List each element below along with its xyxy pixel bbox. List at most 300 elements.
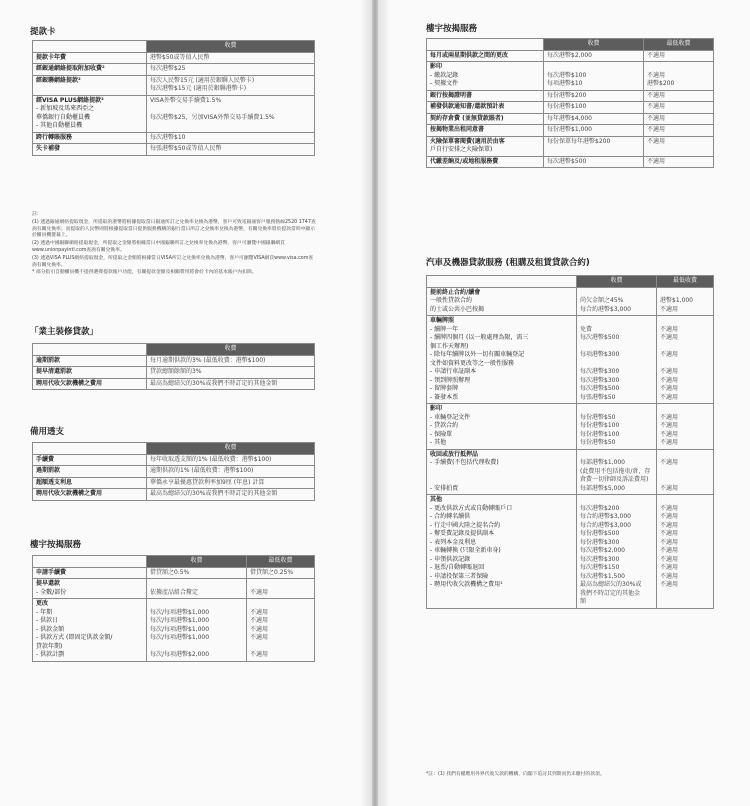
row-min-fee-line: 港幣$1,000 — [660, 297, 693, 304]
row-label-line: 超額透支利息 — [36, 478, 73, 486]
row-label-line: 過期罰款 — [36, 467, 61, 474]
row-fee-line — [580, 343, 653, 352]
table-row — [427, 287, 714, 316]
auto-fees-table — [426, 275, 714, 609]
note-paragraph: 註： — [32, 212, 42, 217]
row-min-fee-line — [250, 580, 311, 589]
row-min-fee-line: 不適用 — [660, 305, 679, 313]
fee-header: 收費 — [544, 39, 644, 51]
row-fee-line: 每次港幣$500 — [547, 157, 587, 165]
row-fee — [544, 113, 644, 125]
row-label-line: 華僑銀行自動櫃員機 — [36, 113, 91, 121]
mortgage-section-title-left: 樓宇按揭服務 — [30, 540, 82, 550]
row-label — [33, 52, 147, 64]
row-label-line: 戶自行安排之火險保單) — [430, 146, 493, 153]
fee-header: 收費 — [577, 276, 657, 288]
row-fee-line: 每次港幣$25，另加VISA外幣交易手續費1.5% — [150, 113, 275, 121]
row-label-line: 提前終止合約/續會 — [430, 288, 481, 296]
row-fee — [147, 579, 247, 599]
table-row — [33, 567, 315, 579]
row-fee — [147, 378, 315, 390]
row-fee-line: 依據產品組合釐定 — [150, 588, 199, 596]
row-min-fee-line: 不適用 — [660, 513, 679, 520]
row-label-line: - 合約轉名續供 — [430, 513, 471, 520]
row-fee-line: 每次港幣$15元 (適用於銀聯港幣卡) — [150, 85, 247, 92]
auto-section-title: 汽車及機器貸款服務 (租購及租賃貸款合約) — [426, 258, 590, 268]
renovation-fees-rows — [33, 355, 315, 390]
row-min-fee-line: 不適用 — [647, 126, 666, 133]
row-label — [427, 90, 544, 102]
row-label-line: 更改 — [36, 600, 49, 607]
fee-notes — [32, 212, 317, 278]
fee-header: 收費 — [147, 556, 247, 568]
row-min-fee — [644, 102, 714, 114]
table-row — [33, 367, 315, 379]
row-label-line: - 供款日 — [36, 617, 59, 624]
row-label-line: - 繳款記錄 — [430, 71, 459, 79]
mortgage-fees-rows-right — [427, 50, 714, 168]
row-label-line: 個工作天辦理) — [430, 342, 469, 350]
row-fee — [147, 75, 315, 95]
row-min-fee-line: 不適用 — [660, 572, 679, 580]
row-label-line: - 申領供款記錄 — [430, 555, 471, 563]
row-label-line: - 貸款合約 — [430, 422, 459, 429]
table-row — [427, 125, 714, 137]
table-row — [33, 95, 315, 132]
overdraft-fees-table — [32, 442, 315, 501]
table-row — [427, 495, 714, 609]
card-section-title: 提款卡 — [30, 27, 56, 37]
row-min-fee — [657, 287, 714, 316]
row-fee-line: 逾期供款的1% (最低收費：港幣$100) — [150, 467, 254, 474]
row-fee-line: 每張港幣$50或等值人民幣 — [150, 145, 222, 152]
row-fee — [544, 62, 644, 91]
row-min-fee-line — [660, 496, 710, 505]
row-fee — [544, 156, 644, 168]
row-min-fee-line — [660, 343, 710, 352]
row-fee-line: 每次港幣$10 — [150, 133, 186, 141]
row-label-line: 失卡補發 — [36, 145, 61, 152]
row-label-line: 貸款年期) — [36, 642, 63, 650]
row-min-fee-line: 不適用 — [250, 617, 269, 624]
row-fee-line: 每次/每項港幣$1,000 — [150, 617, 210, 624]
row-min-fee — [247, 599, 315, 662]
row-min-fee-line: 不適用 — [660, 334, 679, 341]
renovation-fees-table — [32, 343, 315, 390]
row-fee-line: 華僑永亨最優惠貸款利率加9厘 (年息) 計算 — [150, 478, 265, 486]
row-fee-line: 每月逾期供款的3% (最低收費：港幣$100) — [150, 356, 266, 364]
row-min-fee — [644, 90, 714, 102]
row-fee — [147, 367, 315, 379]
row-fee-line: 每合約港幣$3,000 — [580, 305, 631, 313]
row-label — [33, 144, 147, 156]
row-fee — [544, 136, 644, 156]
row-min-fee-line: 不適用 — [660, 504, 679, 512]
row-fee-line — [150, 600, 243, 609]
row-label — [33, 567, 147, 579]
row-fee-line: VISA外幣交易手續費1.5% — [150, 96, 222, 104]
row-label — [427, 113, 544, 125]
row-label-line: - 續牌四個月 (以一般處理為限，需三 — [430, 334, 529, 341]
row-min-fee-line: 不適用 — [660, 547, 679, 554]
row-fee-line: 尚欠金額之45% — [580, 297, 624, 304]
row-min-fee-line: 不適用 — [660, 564, 679, 571]
row-label-line: - 申請行車証副本 — [430, 368, 477, 375]
row-fee-line: 每次港幣$200 — [580, 504, 620, 512]
row-label-line: - 更改供款方式或自動轉賬戶口 — [430, 504, 513, 512]
row-label-line: - 供款金額 — [36, 625, 65, 633]
row-fee — [147, 355, 315, 367]
row-label-line: 代繳差餉及/或地租服務費 — [430, 157, 499, 165]
row-label-line: 每月或兩星期供款之間的更改 — [430, 51, 509, 59]
row-min-fee — [644, 156, 714, 168]
row-fee — [147, 489, 315, 501]
row-label — [33, 64, 147, 76]
row-min-fee-line: 不適用 — [647, 114, 666, 122]
row-fee-line: 每次港幣$300 — [580, 555, 620, 563]
row-label-line: 一般性貸款合約 — [430, 297, 473, 304]
row-fee-line: 每部港幣$1,000 — [580, 459, 625, 466]
row-fee — [147, 599, 247, 662]
min-fee-header: 最低收費 — [247, 556, 315, 568]
row-fee-line: 每項港幣$300 — [580, 351, 620, 358]
row-fee — [147, 567, 247, 579]
row-label — [427, 449, 577, 495]
row-min-fee-line: 不適用 — [660, 368, 679, 375]
row-label-line: - 供款方式 (即固定供款金額/ — [36, 634, 113, 641]
row-label-line: - 退票/自動轉賬退回 — [430, 564, 485, 571]
row-fee-line: 每份港幣$100 — [547, 103, 587, 110]
row-min-fee-line: 不適用 — [660, 484, 679, 492]
row-min-fee-line: 不適用 — [250, 588, 269, 596]
row-fee-line: 每次港幣$300 — [580, 368, 620, 375]
row-min-fee — [247, 579, 315, 599]
blank-header — [427, 39, 544, 51]
row-fee-line: 借貸額之0.5% — [150, 568, 190, 576]
row-fee-line: 每次/每項港幣$2,000 — [150, 651, 210, 658]
row-min-fee-line: 不適用 — [660, 413, 679, 421]
row-fee — [147, 477, 315, 489]
min-fee-header: 最低收費 — [657, 276, 714, 288]
row-fee-line: 每次人民幣15元 (適用於銀聯人民幣卡) — [150, 76, 255, 84]
row-fee — [147, 466, 315, 478]
row-label — [427, 125, 544, 137]
row-fee-line: 每部港幣$5,000 — [580, 484, 625, 492]
row-fee — [577, 287, 657, 316]
row-label — [33, 367, 147, 379]
row-min-fee-line: 不適用 — [647, 51, 666, 59]
row-min-fee-line: 不適用 — [660, 325, 679, 333]
table-row — [427, 50, 714, 62]
row-label-line: - 除每年續牌以外一切有關車輛登記 — [430, 351, 525, 358]
row-fee-line: 每次港幣$1,500 — [580, 572, 625, 580]
row-label — [33, 454, 147, 466]
row-label — [427, 495, 577, 609]
row-min-fee-line: 不適用 — [647, 137, 666, 145]
fee-header: 收費 — [147, 41, 315, 53]
row-min-fee — [644, 62, 714, 91]
row-label-line: 逾期罰款 — [36, 356, 61, 364]
mortgage-fees-table-left — [32, 555, 315, 662]
row-label-line: - 新加坡及馬來西亞之 — [36, 105, 95, 112]
row-min-fee-line: 不適用 — [250, 651, 269, 658]
row-min-fee-line: 不適用 — [660, 581, 679, 588]
row-fee-line — [150, 643, 243, 652]
row-label-line: 契約存倉費 (並無貸款賬者) — [430, 114, 504, 122]
row-label-line: 手續費 — [36, 455, 55, 463]
row-fee-line — [580, 405, 653, 414]
row-min-fee-line: 不適用 — [660, 538, 679, 546]
row-label-line: - 年期 — [36, 608, 53, 616]
row-fee-line: 每次港幣$25 — [150, 65, 186, 72]
row-label-line: 文件如資料更改等之一般性服務 — [430, 359, 515, 367]
row-min-fee-line: 不適用 — [250, 634, 269, 641]
row-label-line: - 行走中國大陸之提名合約 — [430, 521, 501, 529]
blank-header — [33, 344, 147, 356]
mortgage-fees-table-right — [426, 38, 714, 168]
table-row — [427, 156, 714, 168]
row-fee-line: 每項港幣$10 — [547, 80, 583, 87]
row-fee-line: 每份港幣$200 — [547, 91, 587, 99]
table-row — [33, 477, 315, 489]
row-min-fee — [657, 495, 714, 609]
row-fee-line: 每份港幣$500 — [580, 530, 620, 537]
row-label — [427, 62, 544, 91]
table-row — [427, 113, 714, 125]
row-fee — [544, 90, 644, 102]
row-fee-line: 最高為總結欠的30%或我們不時訂定的其他金額 — [150, 379, 278, 387]
row-fee-line — [547, 63, 640, 72]
row-fee — [147, 95, 315, 132]
row-min-fee-line: 不適用 — [647, 103, 666, 110]
row-fee-line: 港幣$50或等值人民幣 — [150, 53, 210, 61]
left-page — [0, 0, 372, 806]
row-label-line: - 續牌一年 — [430, 325, 459, 333]
row-label-line: - 供款計劃 — [36, 651, 65, 658]
row-fee-line: 每張港幣$50 — [580, 393, 616, 401]
table-row — [33, 64, 315, 76]
row-fee-line: 每次港幣$2,000 — [580, 547, 625, 554]
row-label-line: 影印 — [430, 405, 443, 412]
row-label — [427, 287, 577, 316]
row-label-line: 經銀聯網絡提款² — [36, 76, 81, 84]
mortgage-section-title-right: 樓宇按揭服務 — [426, 24, 478, 34]
row-fee-line: 每年港幣$4,000 — [547, 114, 592, 122]
row-label-line: 跨行轉賬服務 — [36, 133, 73, 141]
table-row — [33, 579, 315, 599]
row-label-line: 按揭物業出租同意書 — [430, 126, 485, 133]
row-min-fee-line — [660, 476, 710, 485]
row-label — [427, 136, 544, 156]
note-paragraph: (2) 透過中國銀聯網絡提取現金，所提取之金額將根據當日中國銀聯所訂之兌換率兌換為港幣，客戶可瀏覽中國銀聯網頁www.unionpayintl.com查詢有關兌換率。 — [32, 241, 285, 253]
card-fees-rows — [33, 52, 315, 155]
row-min-fee — [657, 449, 714, 495]
row-label-line: - 車輛轉換 (只限全新車身) — [430, 547, 501, 554]
row-min-fee — [644, 136, 714, 156]
row-label-line: - 表列本金及利息 — [430, 538, 477, 546]
row-min-fee-line: 借貸額之0.25% — [250, 568, 294, 576]
row-label-line: - 安排拍賣 — [430, 484, 459, 492]
row-min-fee-line: 不適用 — [660, 393, 679, 401]
table-row — [33, 378, 315, 390]
row-label — [427, 316, 577, 404]
table-row — [33, 75, 315, 95]
row-label-line: - 領到牌照辦理 — [430, 376, 471, 384]
row-min-fee-line: 不適用 — [660, 459, 679, 466]
row-label-line: 車輛牌照 — [430, 317, 455, 324]
row-min-fee — [247, 567, 315, 579]
row-min-fee-line — [660, 317, 710, 326]
row-min-fee-line: 不適用 — [660, 439, 679, 446]
row-fee-line: 每次港幣$500 — [580, 385, 620, 392]
row-label-line: 提早清還罰款 — [36, 368, 73, 375]
row-min-fee — [657, 316, 714, 404]
row-fee-line: 免費 — [580, 325, 593, 333]
table-row — [33, 454, 315, 466]
row-fee — [147, 52, 315, 64]
row-label-line: 補發供款通知書/還款預計表 — [430, 103, 505, 110]
row-min-fee — [644, 50, 714, 62]
row-min-fee-line: 不適用 — [660, 385, 679, 392]
row-fee-line: 每次/每項港幣$1,000 — [150, 625, 210, 633]
auto-fees-rows — [427, 287, 714, 608]
row-label-line: 提款卡年費 — [36, 53, 67, 61]
row-label-line: 聘用代收欠款機構之費用 — [36, 490, 103, 497]
row-min-fee-line — [660, 468, 710, 477]
row-fee-line: 每年收取透支額的1% (最低收費：港幣$100) — [150, 455, 272, 463]
table-row — [33, 599, 315, 662]
row-label — [33, 599, 147, 662]
card-fees-table — [32, 40, 315, 156]
row-min-fee-line: 不適用 — [647, 71, 666, 79]
row-min-fee-line: 不適用 — [660, 521, 679, 529]
blank-header — [33, 556, 147, 568]
row-min-fee-line: 不適用 — [647, 91, 666, 99]
row-fee — [147, 64, 315, 76]
note-paragraph: (3) 透過VISA PLUS網絡提取現金，所提取之金額將根據當日VISA所訂之兌換率兌換為港幣，客戶可瀏覽VISA網頁www.visa.com查詢有關兌換率。 — [32, 255, 314, 268]
table-row — [427, 90, 714, 102]
row-min-fee-line — [250, 643, 311, 652]
row-fee-line: 貸款總額餘額的3% — [150, 368, 202, 375]
row-min-fee-line: 不適用 — [660, 430, 679, 438]
row-label-line: - 其他 — [430, 439, 447, 446]
row-fee-line: 最高為總結欠的30%或 — [580, 581, 642, 588]
row-fee-line: 每份港幣$100 — [580, 430, 620, 438]
row-fee-line: 每次/每項港幣$1,000 — [150, 634, 210, 641]
row-fee-line: 每份保單每年港幣$200 — [547, 137, 611, 145]
row-label — [33, 75, 147, 95]
renovation-section-title: 「業主裝修貸款」 — [30, 327, 99, 337]
table-row — [427, 102, 714, 114]
row-min-fee-line — [660, 289, 710, 298]
row-fee-line: 每次港幣$300 — [580, 376, 620, 384]
row-min-fee-line: 不適用 — [647, 157, 666, 165]
row-fee — [544, 102, 644, 114]
row-label-line: - 保險單 — [430, 430, 453, 438]
row-label-line: - 辦妥費記錄及提供副本 — [430, 530, 495, 537]
book-gutter — [360, 0, 390, 806]
row-label-line: - 車輛登記文件 — [430, 413, 471, 421]
blank-header — [33, 443, 147, 455]
row-label-line: 經VISA PLUS網絡提款² — [36, 96, 104, 104]
overdraft-fees-rows — [33, 454, 315, 500]
row-fee-line: 每次港幣$150 — [580, 564, 620, 571]
row-label-line: 影印 — [430, 63, 443, 70]
row-label-line: 銀行按揭證明書 — [430, 91, 473, 99]
right-page — [378, 0, 750, 806]
row-fee — [577, 404, 657, 450]
fee-header: 收費 — [147, 344, 315, 356]
row-label-line: - 契據文件 — [430, 80, 459, 87]
table-row — [33, 144, 315, 156]
row-label-line: 收回或放行抵押品 — [430, 450, 479, 458]
row-min-fee-line — [660, 451, 710, 460]
row-label-line: 申請手續費 — [36, 568, 67, 576]
row-label-line: 提早還款 — [36, 580, 61, 587]
table-row — [427, 62, 714, 91]
row-fee-line: 每份港幣$100 — [580, 422, 620, 429]
fee-header: 收費 — [147, 443, 315, 455]
row-label-line: - 申請投保第三者保險 — [430, 572, 489, 580]
row-fee — [544, 50, 644, 62]
row-fee-line: 倉費一切律師及訴訟費用) — [580, 476, 649, 483]
table-row — [33, 355, 315, 367]
row-label — [33, 95, 147, 132]
row-label — [427, 404, 577, 450]
row-label — [427, 102, 544, 114]
row-label — [33, 132, 147, 144]
table-row — [33, 52, 315, 64]
row-label-line: 的士或公共小巴按揭 — [430, 305, 485, 313]
row-min-fee — [657, 404, 714, 450]
row-fee — [577, 495, 657, 609]
row-fee-line — [580, 451, 653, 460]
row-fee-line: 每合約港幣$3,000 — [580, 521, 631, 529]
row-label-line: - 簽發本票 — [430, 393, 459, 401]
row-fee-line: 每份港幣$1,000 — [547, 126, 592, 133]
mortgage-fees-rows-left — [33, 567, 315, 661]
table-row — [427, 316, 714, 404]
blank-header — [33, 41, 147, 53]
row-min-fee — [644, 125, 714, 137]
row-fee — [577, 316, 657, 404]
table-row — [33, 466, 315, 478]
row-fee-line: 每次港幣$2,000 — [547, 51, 592, 59]
row-fee — [147, 454, 315, 466]
row-label — [33, 466, 147, 478]
table-row — [427, 449, 714, 495]
table-row — [427, 404, 714, 450]
table-row — [33, 489, 315, 501]
min-fee-header: 最低收費 — [644, 39, 714, 51]
row-min-fee-line: 不適用 — [660, 530, 679, 537]
row-label — [33, 489, 147, 501]
row-min-fee — [644, 113, 714, 125]
row-min-fee-line: 港幣$200 — [647, 80, 675, 87]
overdraft-section-title: 備用透支 — [30, 427, 65, 437]
row-min-fee-line: 不適用 — [660, 351, 679, 358]
row-label-line: - 其他自動櫃員機 — [36, 122, 83, 129]
row-label-line: 經銀通網絡提取附加收費² — [36, 65, 105, 72]
row-label-line — [430, 468, 573, 477]
row-fee-line: 每份港幣$50 — [580, 439, 616, 446]
row-min-fee-line — [660, 405, 710, 414]
row-min-fee-line — [647, 63, 710, 72]
row-fee-line: 每份港幣$50 — [580, 413, 616, 421]
row-fee-line: (此費用不包括拖車/倉，存 — [580, 467, 651, 475]
note-paragraph: * 部分指引自動櫃員機不提供選擇提款賬戶功能，有關提款金額及相關費用將會於卡內的基本賬戶內扣除。 — [32, 270, 257, 276]
row-label-line: 其他 — [430, 496, 443, 503]
